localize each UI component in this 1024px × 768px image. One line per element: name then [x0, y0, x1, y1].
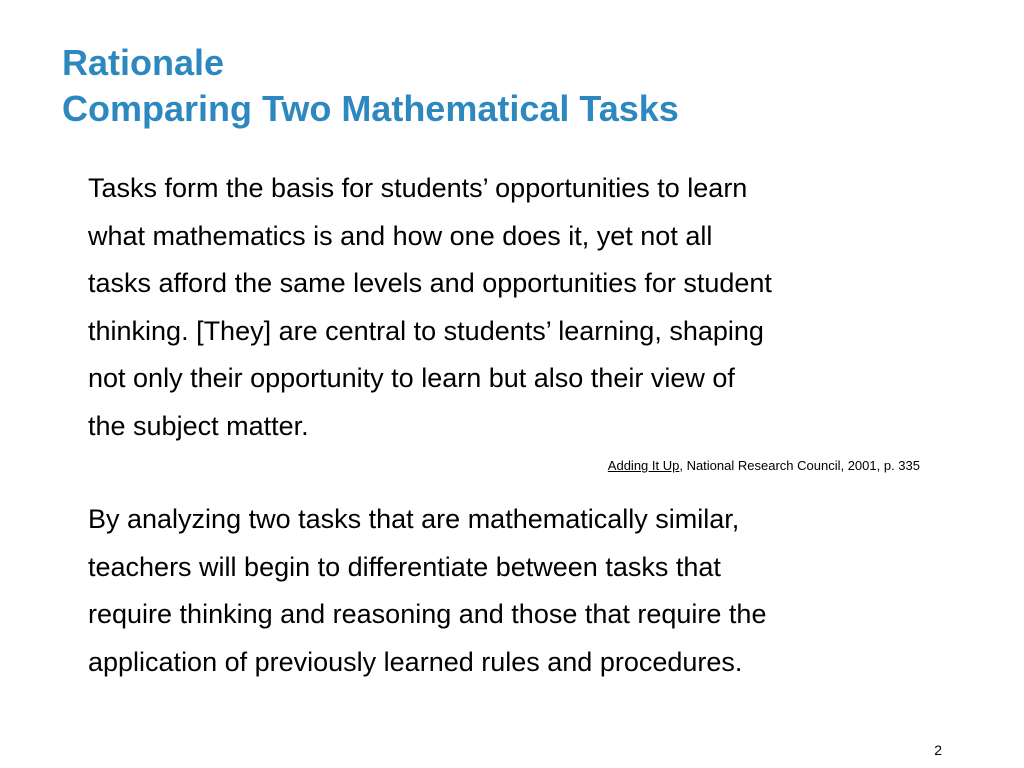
quote-line: tasks afford the same levels and opportunities for student	[88, 268, 772, 298]
title-line-subtitle: Comparing Two Mathematical Tasks	[62, 88, 679, 129]
citation-source: , National Research Council, 2001, p. 335	[679, 458, 920, 473]
quote-line: not only their opportunity to learn but also their view of	[88, 363, 735, 393]
analysis-line: teachers will begin to differentiate between tasks that	[88, 551, 721, 582]
quote-line: what mathematics is and how one does it, yet not all	[88, 220, 713, 251]
quote-line: thinking. [They] are central to students’ learning, shaping	[88, 315, 764, 346]
quote-line: Tasks form the basis for students’ opportunities to learn	[88, 173, 748, 203]
analysis-line: require thinking and reasoning and those that require the	[88, 599, 767, 629]
slide-title	[62, 40, 962, 132]
quote-line: the subject matter.	[88, 410, 309, 441]
citation-book-title: Adding It Up	[607, 458, 680, 473]
quote-citation	[608, 458, 920, 474]
page-number: 2	[934, 742, 942, 758]
title-line-rationale: Rationale	[62, 42, 225, 83]
quote-paragraph	[88, 165, 938, 450]
analysis-line: application of previously learned rules and procedures.	[88, 646, 743, 677]
analysis-paragraph	[88, 496, 938, 686]
analysis-line: By analyzing two tasks that are mathematically similar,	[88, 504, 740, 534]
